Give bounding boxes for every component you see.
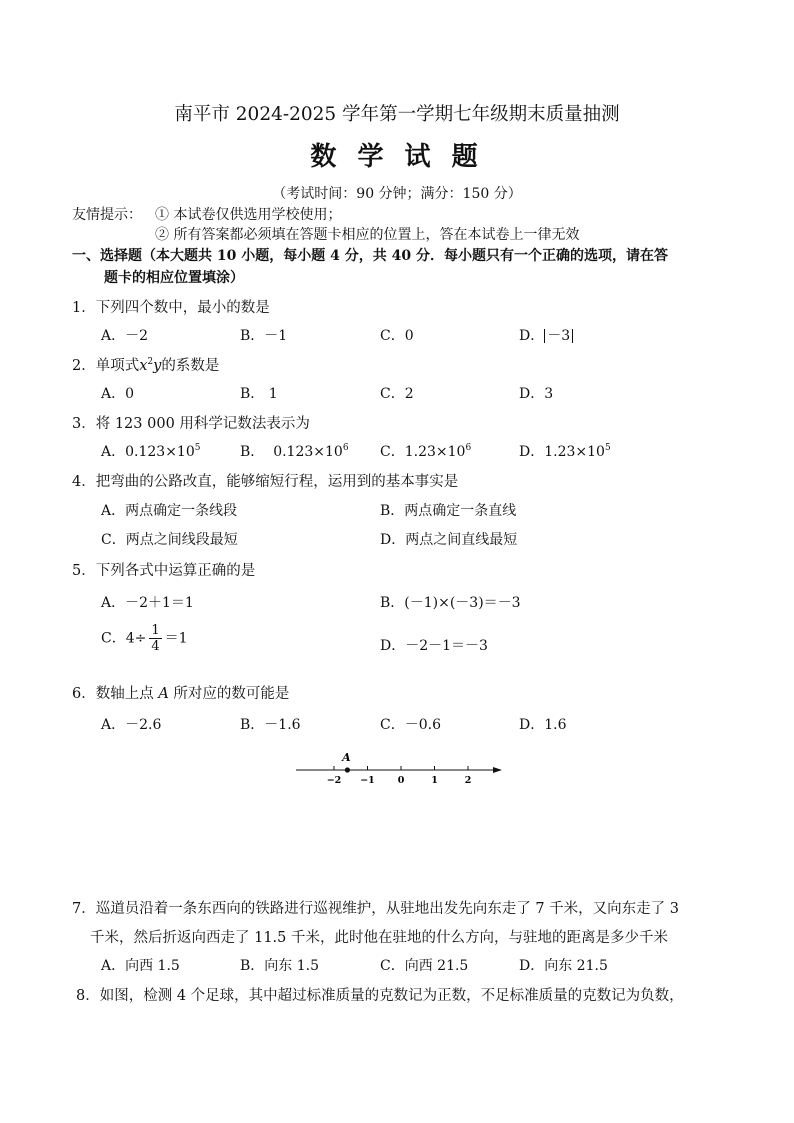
number-line-arrow <box>493 767 502 773</box>
question-5-option-d: D．－2－1＝－3 <box>380 638 488 654</box>
number-line-figure <box>290 748 510 788</box>
exam-time-info: （考试时间：90 分钟；满分：150 分） <box>272 186 522 202</box>
question-3-option-c: C．$1.23\times 10^6$ <box>380 443 472 460</box>
question-3-option-b: B． $0.123\times 10^6$ <box>240 443 349 460</box>
question-2-option-c: C．2 <box>380 386 414 402</box>
question-2-option-b: B． 1 <box>240 386 278 402</box>
fraction: $\frac{1}{4}$ <box>151 623 160 654</box>
question-5-option-a: A．－2＋1＝1 <box>101 595 194 611</box>
question-3-stem: 3．将 123 000 用科学记数法表示为 <box>72 416 310 432</box>
question-5-option-b: B．(－1)×(－3)＝－3 <box>380 595 521 611</box>
question-3-option-d: D．$1.23\times 10^5$ <box>519 443 611 460</box>
question-2-stem: 2．单项式$x^2y$的系数是 <box>72 357 220 374</box>
question-1-option-c: C．0 <box>380 328 414 344</box>
question-7-stem-line1: 7．巡道员沿着一条东西向的铁路进行巡视维护，从驻地出发先向东走了 7 千米，又向东走了 3 <box>72 901 679 917</box>
absolute-value: －3 <box>544 329 573 343</box>
notice-label: 友情提示： <box>72 207 142 223</box>
question-8-stem: 8．如图，检测 4 个足球，其中超过标准质量的克数记为正数，不足标准质量的克数记为负数， <box>76 988 684 1004</box>
number-line-tick-label: −1 <box>360 775 375 786</box>
number-line-tick-label: 1 <box>431 775 438 786</box>
question-1-stem: 1．下列四个数中，最小的数是 <box>72 300 270 316</box>
notice-item-2: ② 所有答案都必须填在答题卡相应的位置上，答在本试卷上一律无效 <box>155 227 580 243</box>
question-6-stem: 6．数轴上点 A 所对应的数可能是 <box>72 686 290 702</box>
question-4-option-c: C．两点之间线段最短 <box>101 532 238 548</box>
question-6-option-d: D．1.6 <box>519 717 567 733</box>
question-2-option-d: D．3 <box>519 386 554 402</box>
point-a-marker <box>345 767 350 772</box>
question-2-option-a: A．0 <box>101 386 135 402</box>
question-3-option-a: A．$0.123\times 10^5$ <box>101 443 201 460</box>
question-4-option-b: B．两点确定一条直线 <box>380 503 517 519</box>
question-1-option-d: D． －3 <box>519 325 573 345</box>
question-4-stem: 4．把弯曲的公路改直，能够缩短行程，运用到的基本事实是 <box>72 474 459 490</box>
question-5-option-c: C．4÷ $\frac{1}{4}$ ＝1 <box>101 623 188 654</box>
question-5-stem: 5．下列各式中运算正确的是 <box>72 563 256 579</box>
number-line-tick-label: 0 <box>397 775 405 786</box>
question-4-option-d: D．两点之间直线最短 <box>380 532 518 548</box>
notice-item-1: ① 本试卷仅供选用学校使用； <box>155 207 342 223</box>
exam-subject: 数 学 试 题 <box>310 142 484 172</box>
section-heading-line2: 题卡的相应位置填涂） <box>104 270 244 286</box>
point-a-label: A <box>342 751 351 764</box>
question-7-stem-line2: 千米，然后折返向西走了 11.5 千米，此时他在驻地的什么方向，与驻地的距离是多少千米 <box>90 930 668 946</box>
exam-title: 南平市 2024-2025 学年第一学期七年级期末质量抽测 <box>174 104 620 125</box>
number-line-tick-label: −2 <box>326 775 342 786</box>
section-heading-line1: 一、选择题（本大题共 10 小题，每小题 4 分，共 40 分．每小题只有一个正确的选项，请在答 <box>72 248 668 264</box>
question-6-option-a: A．－2.6 <box>101 717 162 733</box>
question-7-option-b: B．向东 1.5 <box>240 958 320 974</box>
question-7-option-c: C．向西 21.5 <box>380 958 469 974</box>
question-1-option-b: B．－1 <box>240 328 288 344</box>
question-7-option-a: A．向西 1.5 <box>101 958 180 974</box>
question-6-option-c: C．－0.6 <box>380 717 441 733</box>
question-6-option-b: B．－1.6 <box>240 717 301 733</box>
question-4-option-a: A．两点确定一条线段 <box>101 503 238 519</box>
question-7-option-d: D．向东 21.5 <box>519 958 608 974</box>
question-1-option-a: A．－2 <box>101 328 149 344</box>
number-line-tick-label: 2 <box>464 775 472 786</box>
